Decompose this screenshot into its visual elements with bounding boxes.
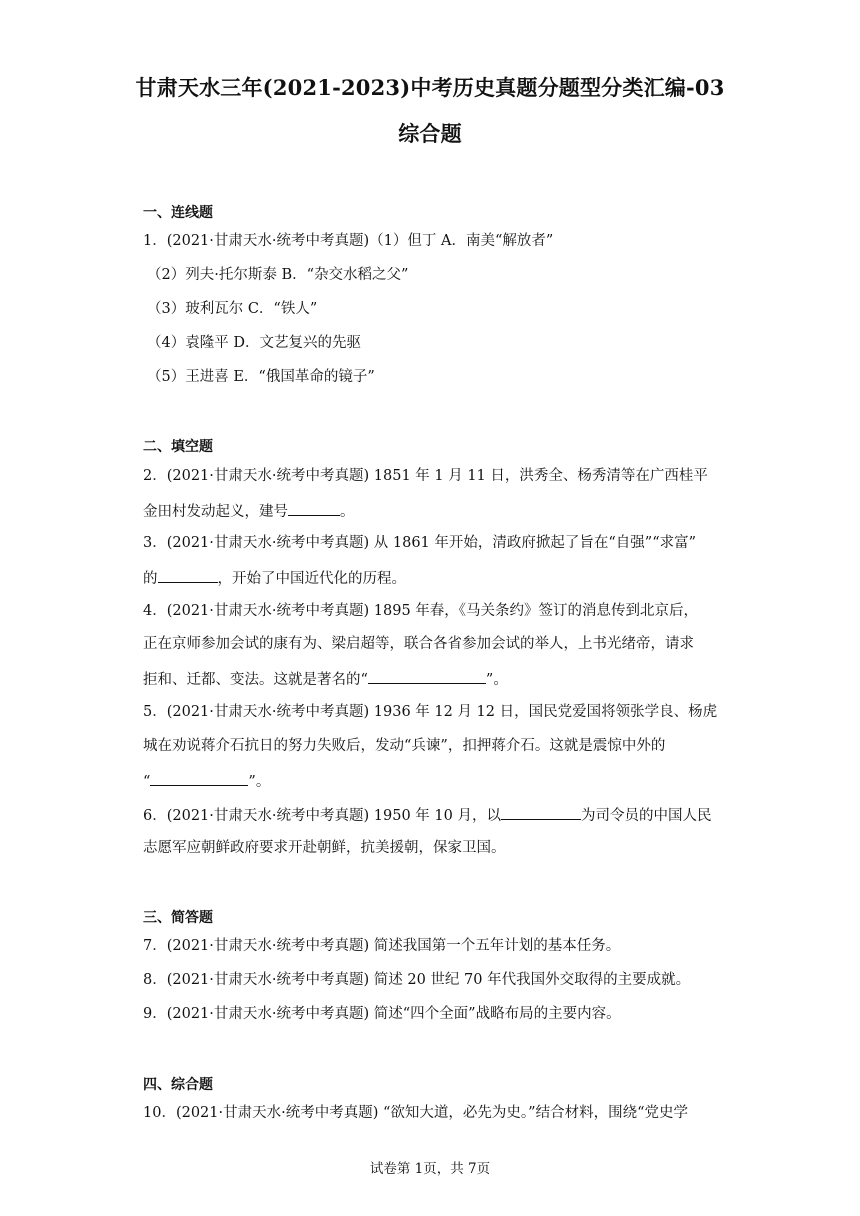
question-4-line-3 xyxy=(143,668,723,690)
question-5-text-a: “ xyxy=(143,774,151,790)
question-5-text-b: ”。 xyxy=(248,774,271,790)
question-6-text-a: 6．(2021·甘肃天水·统考中考真题) 1950 年 10 月，以 xyxy=(143,808,501,824)
answer-blank xyxy=(288,500,340,516)
question-1-line-1: 1．(2021·甘肃天水·统考中考真题)（1）但丁 A．南美“解放者” xyxy=(143,233,554,249)
question-6-text-b: 为司令员的中国人民 xyxy=(580,808,712,824)
section-heading-comprehensive: 四、综合题 xyxy=(143,1077,213,1093)
answer-blank xyxy=(501,804,581,820)
question-4-text-a: 拒和、迁都、变法。这就是著名的“ xyxy=(143,672,368,688)
question-3-text-a: 的 xyxy=(143,571,158,587)
question-5-line-3 xyxy=(143,770,723,792)
question-2-line-1: 2．(2021·甘肃天水·统考中考真题) 1851 年 1 月 11 日，洪秀全、杨秀清等在广西桂平 xyxy=(143,468,708,484)
document-subtitle: 综合题 xyxy=(398,121,462,146)
document-title: 甘肃天水三年(2021-2023)中考历史真题分题型分类汇编-03 xyxy=(135,75,725,100)
question-1-line-4: （4）袁隆平 D．文艺复兴的先驱 xyxy=(147,335,361,351)
question-3-line-1: 3．(2021·甘肃天水·统考中考真题) 从 1861 年开始，清政府掀起了旨在“自强”“求富” xyxy=(143,535,697,551)
section-heading-short-answer: 三、简答题 xyxy=(143,910,213,926)
question-2-text-a: 金田村发动起义，建号 xyxy=(143,504,288,520)
question-10-line-1: 10．(2021·甘肃天水·统考中考真题) “欲知大道，必先为史。”结合材料，围绕“党史学 xyxy=(143,1105,688,1121)
question-4-line-2: 正在京师参加会试的康有为、梁启超等，联合各省参加会试的举人，上书光绪帝，请求 xyxy=(143,636,694,652)
question-9: 9．(2021·甘肃天水·统考中考真题) 简述“四个全面”战略布局的主要内容。 xyxy=(143,1006,621,1022)
question-5-line-1: 5．(2021·甘肃天水·统考中考真题) 1936 年 12 月 12 日，国民党爱国将领张学良、杨虎 xyxy=(143,704,718,720)
question-7: 7．(2021·甘肃天水·统考中考真题) 简述我国第一个五年计划的基本任务。 xyxy=(143,938,621,954)
section-heading-matching: 一、连线题 xyxy=(143,205,213,221)
question-3-line-2 xyxy=(143,567,723,589)
question-4-line-1: 4．(2021·甘肃天水·统考中考真题) 1895 年春，《马关条约》签订的消息传到北京后， xyxy=(143,603,699,619)
question-8: 8．(2021·甘肃天水·统考中考真题) 简述 20 世纪 70 年代我国外交取得的主要成就。 xyxy=(143,972,691,988)
question-6-line-1 xyxy=(143,804,723,826)
question-3-text-b: ，开始了中国近代化的历程。 xyxy=(217,571,406,587)
page-footer: 试卷第 1页，共 7页 xyxy=(369,1161,491,1177)
question-1-line-2: （2）列夫·托尔斯泰 B．“杂交水稻之父” xyxy=(147,267,409,283)
answer-blank xyxy=(158,567,218,583)
answer-blank xyxy=(150,770,248,786)
question-1-line-3: （3）玻利瓦尔 C．“铁人” xyxy=(147,301,318,317)
section-heading-fill-blank: 二、填空题 xyxy=(143,439,213,455)
question-6-line-2: 志愿军应朝鲜政府要求开赴朝鲜，抗美援朝，保家卫国。 xyxy=(143,840,506,856)
question-4-text-b: ”。 xyxy=(485,672,508,688)
question-2-line-2 xyxy=(143,500,723,522)
answer-blank xyxy=(368,668,486,684)
question-5-line-2: 城在劝说蒋介石抗日的努力失败后，发动“兵谏”，扣押蒋介石。这就是震惊中外的 xyxy=(143,738,666,754)
question-2-text-b: 。 xyxy=(340,504,355,520)
question-1-line-5: （5）王进喜 E．“俄国革命的镜子” xyxy=(147,369,375,385)
